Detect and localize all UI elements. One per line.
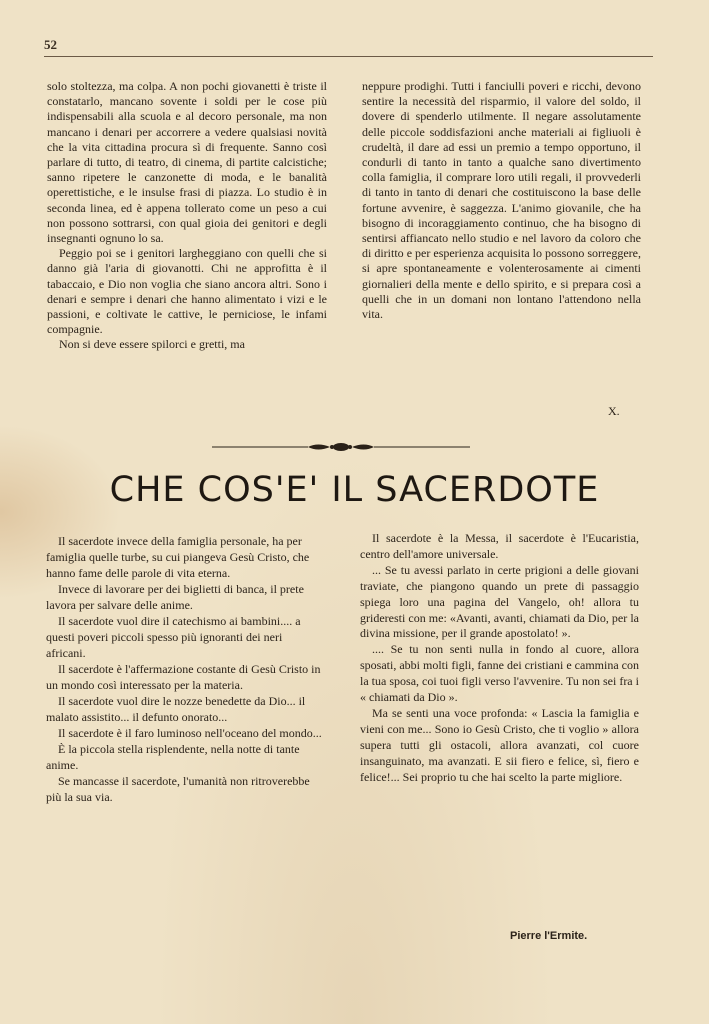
header-rule	[44, 56, 653, 57]
paragraph: neppure prodighi. Tutti i fanciulli poveri e ricchi, devono sentire la necessità del risparmio, il valore del soldo, il dovere di spenderlo utilmente. Il negare assolutamente delle piccole soddisfazioni anche materiali ai figliuoli è crudeltà, il dare ad essi un premio a tempo opportuno, il condurli di tanto in tanto a qualche sano divertimento colla famiglia, il comprare loro utili regali, il provvederli di tanto in tanto di denari che costituiscono la base delle fortune avvenire, è saggezza. L'animo giovanile, che ha bisogno di incoraggiamento continuo, che ha bisogno di sentirsi affiancato nello studio e nel lavoro da coloro che di diritto e per esperienza acquisita lo possono sorreggere, si apre spontaneamente e volenterosamente ai cimenti giornalieri della mente e dello spirito, e si prepara così a quelli che in un domani non lontano l'attendono nella vita.	[362, 79, 641, 322]
prior-article-signoff: X.	[608, 404, 620, 418]
prior-article-column-right	[362, 79, 641, 322]
paragraph: Il sacerdote invece della famiglia personale, ha per famiglia quelle turbe, su cui piangeva Gesù Cristo, che hanno fame delle parole di vita eterna.	[46, 534, 310, 580]
paragraph: Il sacerdote è l'affermazione costante di Gesù Cristo in un mondo così interessato per la materia.	[46, 662, 321, 692]
paragraph: .... Se tu non senti nulla in fondo al cuore, allora sposati, abbi molti figli, fanne dei cristiani e cammina con la tua sposa, coi tuoi figli verso l'avvenire. Tu non sei fra i « chiamati da Dio ».	[360, 642, 639, 705]
paragraph: Non si deve essere spilorci e gretti, ma	[59, 337, 245, 352]
paragraph: Peggio poi se i genitori largheggiano con quelli che si danno già l'aria di giovanotti. Chi ne approfitta è il tabaccaio, e Dio non voglia che siano ancora altri. Sono i denari e sempre i denari che hanno alimentato i vizi e le passioni, e coltivate le cattive, le perniciose, le infami compagnie.	[47, 246, 327, 337]
article-column-left	[46, 533, 323, 805]
paragraph: È la piccola stella risplendente, nella notte di tante anime.	[46, 742, 300, 772]
article-headline: CHE COS'E' IL SACERDOTE	[109, 470, 600, 510]
prior-article-column-left	[47, 79, 327, 353]
ornamental-divider	[212, 440, 470, 454]
page-number: 52	[44, 37, 57, 52]
paragraph: Se mancasse il sacerdote, l'umanità non ritroverebbe più la sua via.	[46, 774, 310, 804]
paragraph: Il sacerdote è la Messa, il sacerdote è l'Eucaristia, centro dell'amore universale.	[360, 531, 639, 561]
paragraph: solo stoltezza, ma colpa. A non pochi giovanetti è triste il constatarlo, mancano sovente i soldi per le cose più indispensabili alla scuola e al decoro personale, ma non mancano i denari per accorrere a vedere qualsiasi novità che la vita cittadina procura sì di frequente. Sanno così parlare di tutto, di teatro, di cinema, di partite calcistiche; sanno ripetere le canzonette di moda, e le banalità operettistiche, e le insulse frasi di piazza. Lo studio è in seconda linea, ed è appena tollerato come un peso a cui non possono sottrarsi, con qual gioia dei genitori e degli insegnanti ognuno lo sa.	[47, 79, 327, 246]
paragraph: Ma se senti una voce profonda: « Lascia la famiglia e vieni con me... Sono io Gesù Cristo, che ti voglio » allora supera tutti gli ostacoli, allora avanzati, col cuore insanguinato, ma avanzati. E sii fiero e felice, sì, fiero e felice!... Sei proprio tu che hai scelto la parte migliore.	[360, 705, 639, 784]
article-column-right	[360, 531, 639, 786]
author-signature: Pierre l'Ermite.	[510, 930, 588, 942]
paragraph: Il sacerdote vuol dire il catechismo ai bambini.... a questi poveri piccoli spesso più ignoranti dei neri africani.	[46, 614, 301, 660]
paragraph: Il sacerdote è il faro luminoso nell'oceano del mondo...	[58, 726, 322, 740]
paragraph: Il sacerdote vuol dire le nozze benedette da Dio... il malato assistito... il defunto onorato...	[46, 694, 306, 724]
paragraph: Invece di lavorare per dei biglietti di banca, il prete lavora per salvare delle anime.	[46, 582, 304, 612]
paragraph: ... Se tu avessi parlato in certe prigioni a delle giovani traviate, che piangono quando un prete di passaggio spiega loro una pagina del Vangelo, oh! allora tu grideresti con me: «Avanti, avanti, chiamati da Dio, per la divina missione, per il grande apostolato! ».	[360, 562, 639, 641]
